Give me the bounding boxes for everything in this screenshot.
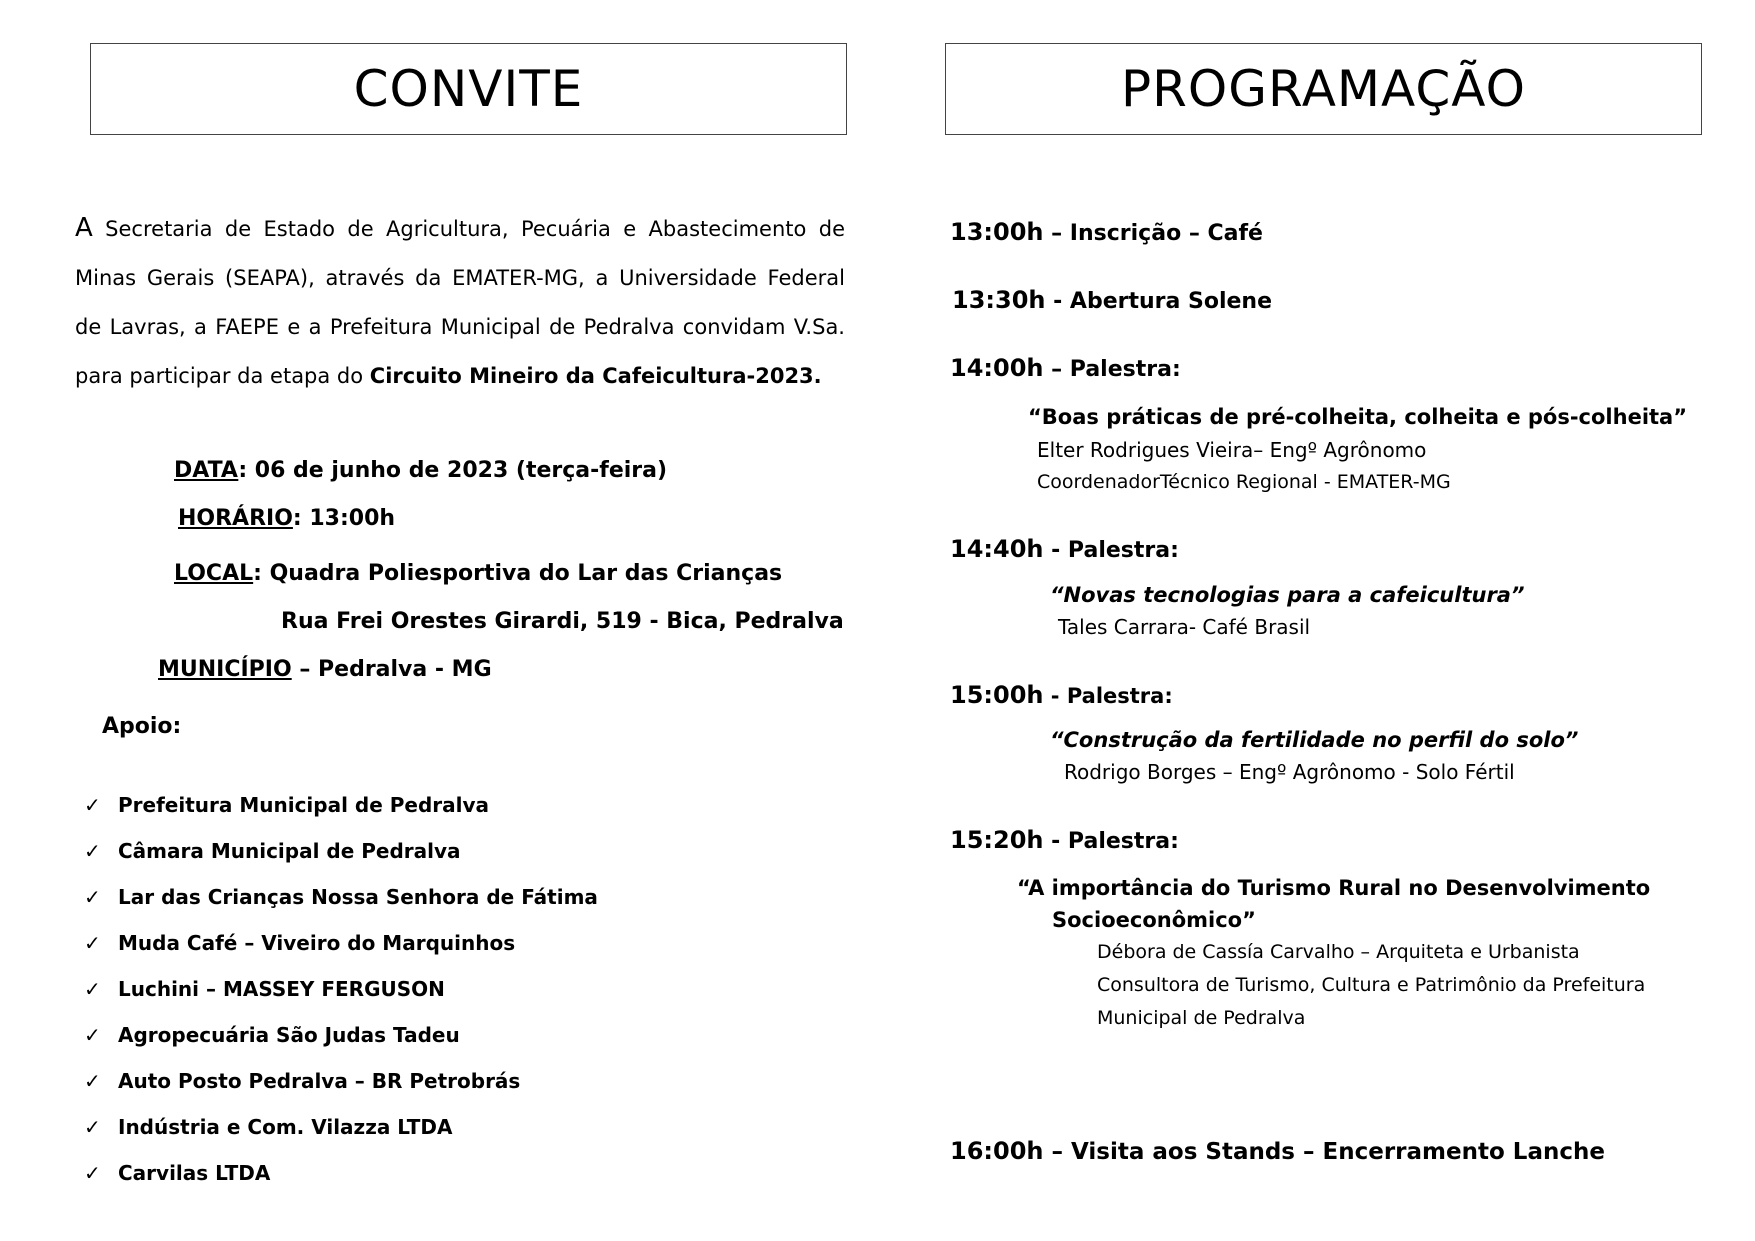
schedule-time: 14:00h: [950, 354, 1044, 382]
intro-highlight: Circuito Mineiro da Cafeicultura-2023.: [369, 364, 822, 388]
sponsor-name: Auto Posto Pedralva – BR Petrobrás: [118, 1069, 521, 1093]
schedule-title: – Inscrição – Café: [1043, 221, 1263, 246]
date-label: DATA: [174, 458, 239, 483]
check-icon: ✓: [84, 793, 101, 817]
intro-text: Secretaria de Estado de Agricultura, Pecuária e Abastecimento de Minas Gerais (SEAPA), através da EMATER-MG, a Universidade Federal de Lavras, a FAEPE e a Prefeitura Municipal de Pedralva convidam V.Sa. para participar da etapa do: [75, 217, 845, 388]
programacao-title-box: [945, 43, 1702, 135]
schedule-title: – Palestra:: [1043, 357, 1181, 382]
time-value: : 13:00h: [292, 506, 396, 531]
city-value: – Pedralva - MG: [291, 657, 492, 682]
sponsor-item: [84, 1115, 452, 1139]
schedule-item: [950, 681, 1173, 709]
sponsor-item: [84, 885, 598, 909]
sponsor-item: [84, 977, 445, 1001]
schedule-item: [952, 286, 1272, 314]
sponsor-item: [84, 931, 515, 955]
schedule-item: [950, 826, 1179, 854]
schedule-item: [950, 218, 1263, 246]
time-line: [178, 506, 395, 531]
sponsor-name: Indústria e Com. Vilazza LTDA: [118, 1115, 453, 1139]
speaker-line: Rodrigo Borges – Engº Agrônomo - Solo Fértil: [1064, 760, 1515, 784]
schedule-time: 13:00h: [950, 218, 1044, 246]
sponsor-name: Luchini – MASSEY FERGUSON: [118, 977, 445, 1001]
check-icon: ✓: [84, 931, 101, 955]
schedule-time: 13:30h: [952, 286, 1046, 314]
speaker-line: Consultora de Turismo, Cultura e Patrimônio da Prefeitura: [1097, 974, 1646, 996]
sponsor-item: [84, 1023, 460, 1047]
check-icon: ✓: [84, 977, 101, 1001]
speaker-line: Municipal de Pedralva: [1097, 1007, 1306, 1029]
city-line: [158, 657, 492, 682]
sponsor-name: Prefeitura Municipal de Pedralva: [118, 793, 490, 817]
schedule-time: 15:00h: [950, 681, 1044, 709]
sponsor-name: Agropecuária São Judas Tadeu: [118, 1023, 460, 1047]
speaker-line: CoordenadorTécnico Regional - EMATER-MG: [1037, 471, 1451, 493]
programacao-title: PROGRAMAÇÃO: [1121, 60, 1526, 118]
schedule-time: 15:20h: [950, 826, 1044, 854]
sponsor-item: [84, 793, 489, 817]
schedule-item: [950, 1137, 1605, 1165]
check-icon: ✓: [84, 885, 101, 909]
talk-title: “Novas tecnologias para a cafeicultura”: [1050, 583, 1525, 607]
schedule-title: – Visita aos Stands – Encerramento Lanche: [1043, 1139, 1605, 1165]
sponsor-name: Carvilas LTDA: [118, 1161, 271, 1185]
schedule-item: [950, 535, 1179, 563]
location-label: LOCAL: [174, 561, 254, 586]
sponsor-name: Lar das Crianças Nossa Senhora de Fátima: [118, 885, 598, 909]
talk-title-line: “A importância do Turismo Rural no Desenvolvimento: [1017, 876, 1651, 900]
support-label: Apoio:: [102, 714, 182, 739]
speaker-line: Elter Rodrigues Vieira– Engº Agrônomo: [1037, 438, 1427, 462]
speaker-line: Débora de Cassía Carvalho – Arquiteta e Urbanista: [1097, 941, 1580, 963]
check-icon: ✓: [84, 1023, 101, 1047]
location-address: Rua Frei Orestes Girardi, 519 - Bica, Pedralva: [281, 609, 844, 634]
sponsor-name: Câmara Municipal de Pedralva: [118, 839, 461, 863]
date-line: [174, 458, 667, 483]
check-icon: ✓: [84, 839, 101, 863]
date-value: : 06 de junho de 2023 (terça-feira): [238, 458, 668, 483]
schedule-time: 16:00h: [950, 1137, 1044, 1165]
convite-title-box: [90, 43, 847, 135]
talk-title-line: Socioeconômico”: [1052, 908, 1256, 932]
sponsor-item: [84, 839, 461, 863]
schedule-time: 14:40h: [950, 535, 1044, 563]
talk-title: “Construção da fertilidade no perfil do solo”: [1050, 728, 1579, 752]
schedule-item: [950, 354, 1181, 382]
location-value: : Quadra Poliesportiva do Lar das Crianças: [253, 561, 783, 586]
sponsor-name: Muda Café – Viveiro do Marquinhos: [118, 931, 516, 955]
check-icon: ✓: [84, 1161, 101, 1185]
location-line: [174, 561, 782, 586]
schedule-title: - Palestra:: [1043, 538, 1179, 563]
intro-first-letter: A: [75, 213, 93, 243]
speaker-line: Tales Carrara- Café Brasil: [1058, 615, 1311, 639]
sponsor-item: [84, 1161, 270, 1185]
convite-title: CONVITE: [353, 60, 584, 118]
check-icon: ✓: [84, 1115, 101, 1139]
time-label: HORÁRIO: [178, 506, 293, 531]
sponsor-item: [84, 1069, 520, 1093]
schedule-title: - Abertura Solene: [1045, 289, 1273, 314]
check-icon: ✓: [84, 1069, 101, 1093]
intro-paragraph: [75, 204, 845, 401]
schedule-title: - Palestra:: [1043, 829, 1179, 854]
schedule-title: - Palestra:: [1043, 684, 1173, 708]
talk-title: “Boas práticas de pré-colheita, colheita e pós-colheita”: [1028, 405, 1688, 429]
city-label: MUNICÍPIO: [158, 657, 292, 682]
